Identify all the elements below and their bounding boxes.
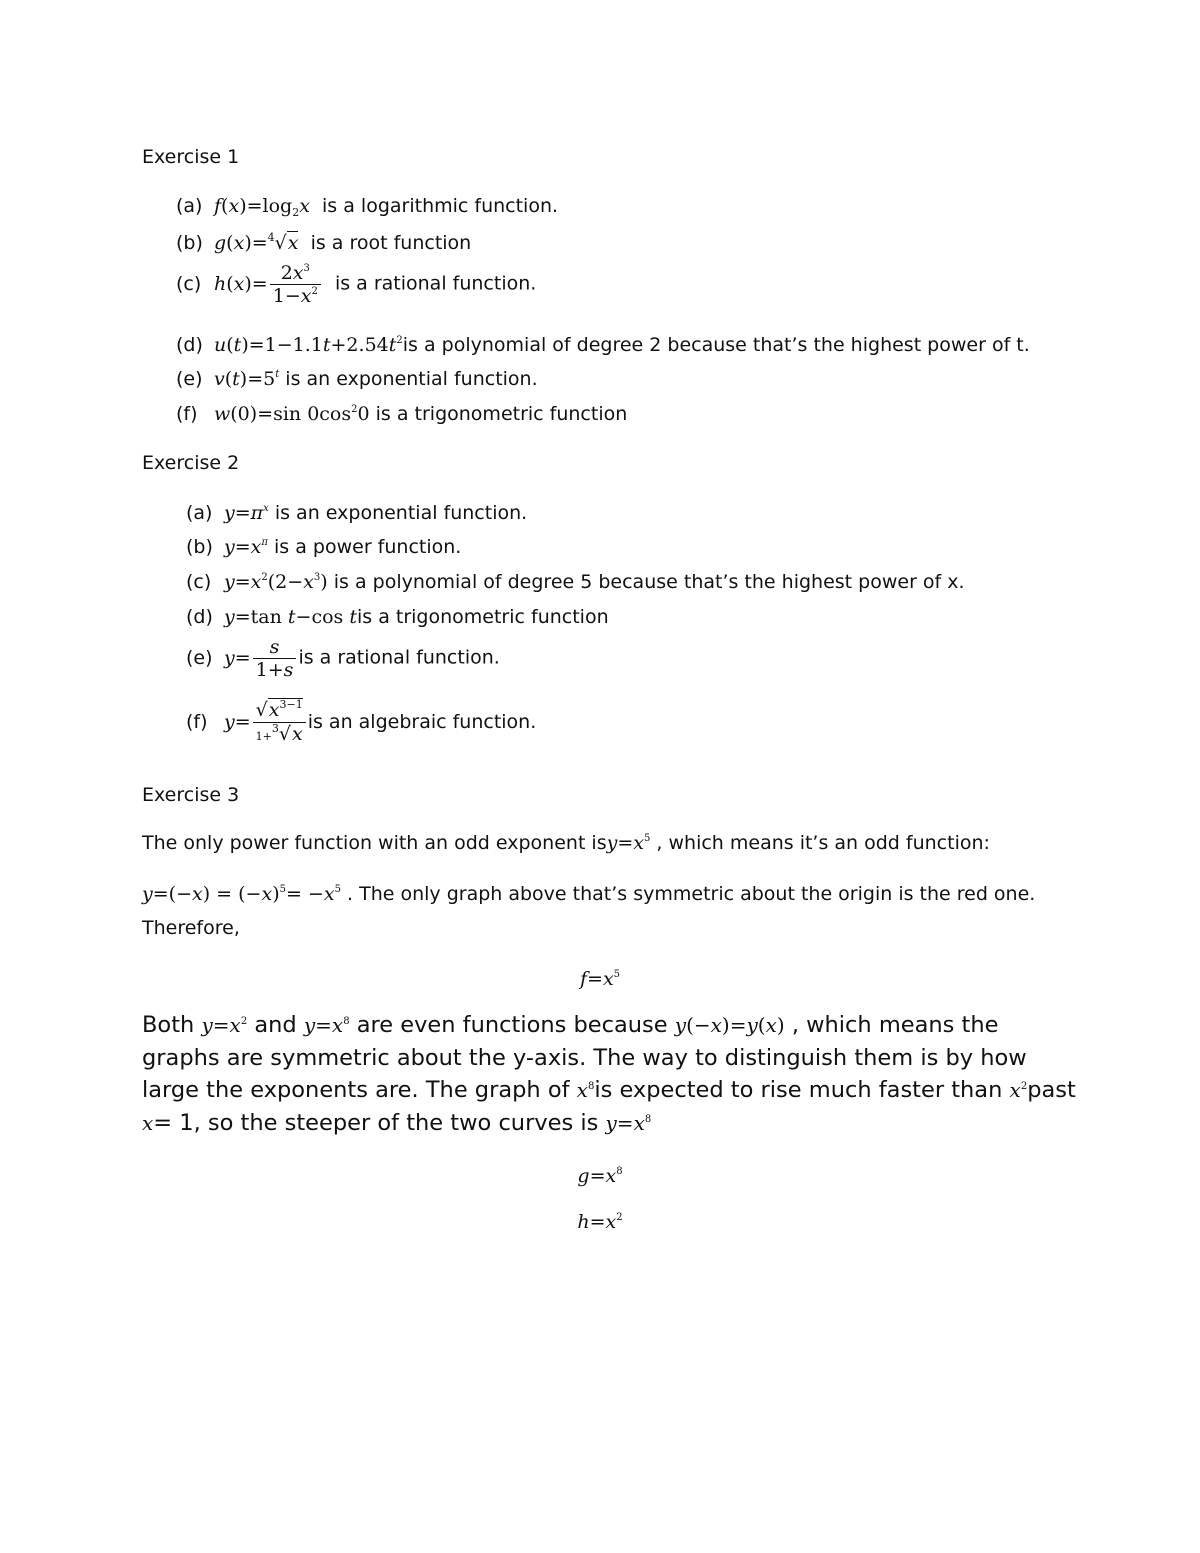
ex2-a-text: is an exponential function. [274, 502, 528, 524]
ex2-item-b [186, 535, 461, 559]
exercise-3-heading: Exercise 3 [142, 784, 240, 806]
ex1-a-formula: $f(x)=\log_2x$ [214, 195, 310, 219]
ex2-f-text: is an algebraic function. [307, 711, 537, 733]
ex3-even-functions-paragraph [142, 1009, 1082, 1139]
ex1-item-f [176, 402, 627, 426]
formula-x8: $x^8$ [576, 1078, 595, 1102]
ex3-paragraph-1 [142, 831, 990, 855]
formula-y-x2: $y=x^2$ [201, 1013, 248, 1037]
big-text-5: is expected to rise much faster than [594, 1077, 1003, 1103]
ex1-e-label: (e) [176, 368, 203, 390]
ex2-f-formula: y= $\frac{√x^{3-1}}{1+^3√x}$ [224, 711, 308, 733]
ex2-b-formula: $y=x^\pi$ [224, 536, 268, 558]
formula-even-definition: y(−x)=y(x) [674, 1013, 785, 1037]
ex2-a-label: (a) [186, 502, 213, 524]
ex3-paragraph-2 [142, 882, 1035, 906]
ex1-b-text: is a root function [310, 232, 472, 254]
ex1-c-formula: h(x)= $\frac{2x^3}{1-x^2}$ [214, 273, 323, 295]
exercise-2-heading: Exercise 2 [142, 452, 240, 474]
exercise-1-heading: Exercise 1 [142, 146, 240, 168]
ex1-d-text: is a polynomial of degree 2 because that’s the highest power of t. [402, 334, 1030, 356]
ex1-f-text: is a trigonometric function [375, 403, 628, 425]
ex3-result-f: $f=x^5$ [579, 968, 621, 990]
ex3-p2-formula: $y=(-x) = (-x)^5= -x^5$ [142, 883, 341, 905]
ex1-f-label: (f) [176, 403, 198, 425]
ex1-item-a [176, 194, 558, 218]
big-text-2: and [254, 1012, 297, 1038]
ex1-b-formula: g(x)=$^4$√x [214, 231, 299, 254]
ex1-item-e [176, 367, 538, 391]
big-text-7: = 1, so the steeper of the two curves is [153, 1109, 599, 1136]
ex2-d-formula: y=tan t−cos t [224, 606, 357, 628]
ex3-result-h: $h=x^2$ [577, 1211, 623, 1233]
ex1-c-label: (c) [176, 272, 202, 295]
ex2-e-formula: y= $\frac{s}{1+s}$ [224, 647, 298, 669]
ex2-a-formula: $y=\pi^x$ [224, 502, 269, 524]
ex2-b-label: (b) [186, 536, 213, 558]
ex1-d-label: (d) [176, 334, 203, 356]
formula-y-x8: $y=x^8$ [303, 1013, 350, 1037]
ex2-item-c [186, 570, 965, 594]
big-text-4: , which means the graphs are symmetric about the y-axis. The way to distinguish them is by how large the exponents are. The graph of [142, 1012, 1027, 1103]
ex1-b-label: (b) [176, 232, 203, 254]
ex1-e-text: is an exponential function. [285, 368, 538, 390]
ex2-e-text: is a rational function. [298, 646, 500, 669]
ex1-a-label: (a) [176, 195, 203, 217]
ex2-c-label: (c) [186, 571, 212, 593]
ex2-item-d [186, 605, 609, 629]
ex2-item-a [186, 501, 527, 525]
ex3-p2-end: . The only graph above that’s symmetric about the origin is the red one. [347, 883, 1036, 905]
ex2-e-label: (e) [186, 646, 213, 669]
ex1-f-formula: w(0)=sin $0\cos^20$ [214, 403, 370, 425]
ex1-a-text: is a logarithmic function. [322, 195, 559, 217]
ex2-item-f [186, 698, 536, 748]
ex2-f-label: (f) [186, 711, 208, 733]
ex2-c-formula: $y=x^2(2-x^3)$ [224, 571, 328, 593]
formula-x2: $x^2$ [1009, 1078, 1028, 1102]
ex3-therefore: Therefore, [142, 917, 240, 939]
ex1-item-b [176, 231, 471, 255]
ex2-c-text: is a polynomial of degree 5 because that’s the highest power of x. [333, 571, 965, 593]
ex1-d-formula: $u(t)=1-1.1t+2.54t^2$ [214, 334, 403, 356]
ex2-d-text: is a trigonometric function [356, 606, 609, 628]
big-text-1: Both [142, 1012, 195, 1038]
ex2-b-text: is a power function. [274, 536, 462, 558]
ex1-c-text: is a rational function. [334, 272, 537, 295]
ex3-result-g: $g=x^8$ [577, 1165, 623, 1187]
ex3-p1-start: The only power function with an odd exponent is [142, 832, 607, 854]
big-text-6: past [1027, 1077, 1076, 1103]
ex3-p1-end: , which means it’s an odd function: [656, 832, 990, 854]
formula-x-var: x [142, 1110, 154, 1135]
ex1-e-formula: $v(t)=5^t$ [214, 368, 280, 390]
ex1-item-c [176, 262, 536, 307]
ex2-item-e [186, 636, 500, 681]
ex3-p1-formula: $y=x^5$ [606, 832, 651, 854]
ex2-d-label: (d) [186, 606, 213, 628]
ex1-item-d [176, 333, 1030, 357]
big-text-3: are even functions because [356, 1012, 668, 1038]
formula-y-x8-final: $y=x^8$ [605, 1110, 652, 1135]
